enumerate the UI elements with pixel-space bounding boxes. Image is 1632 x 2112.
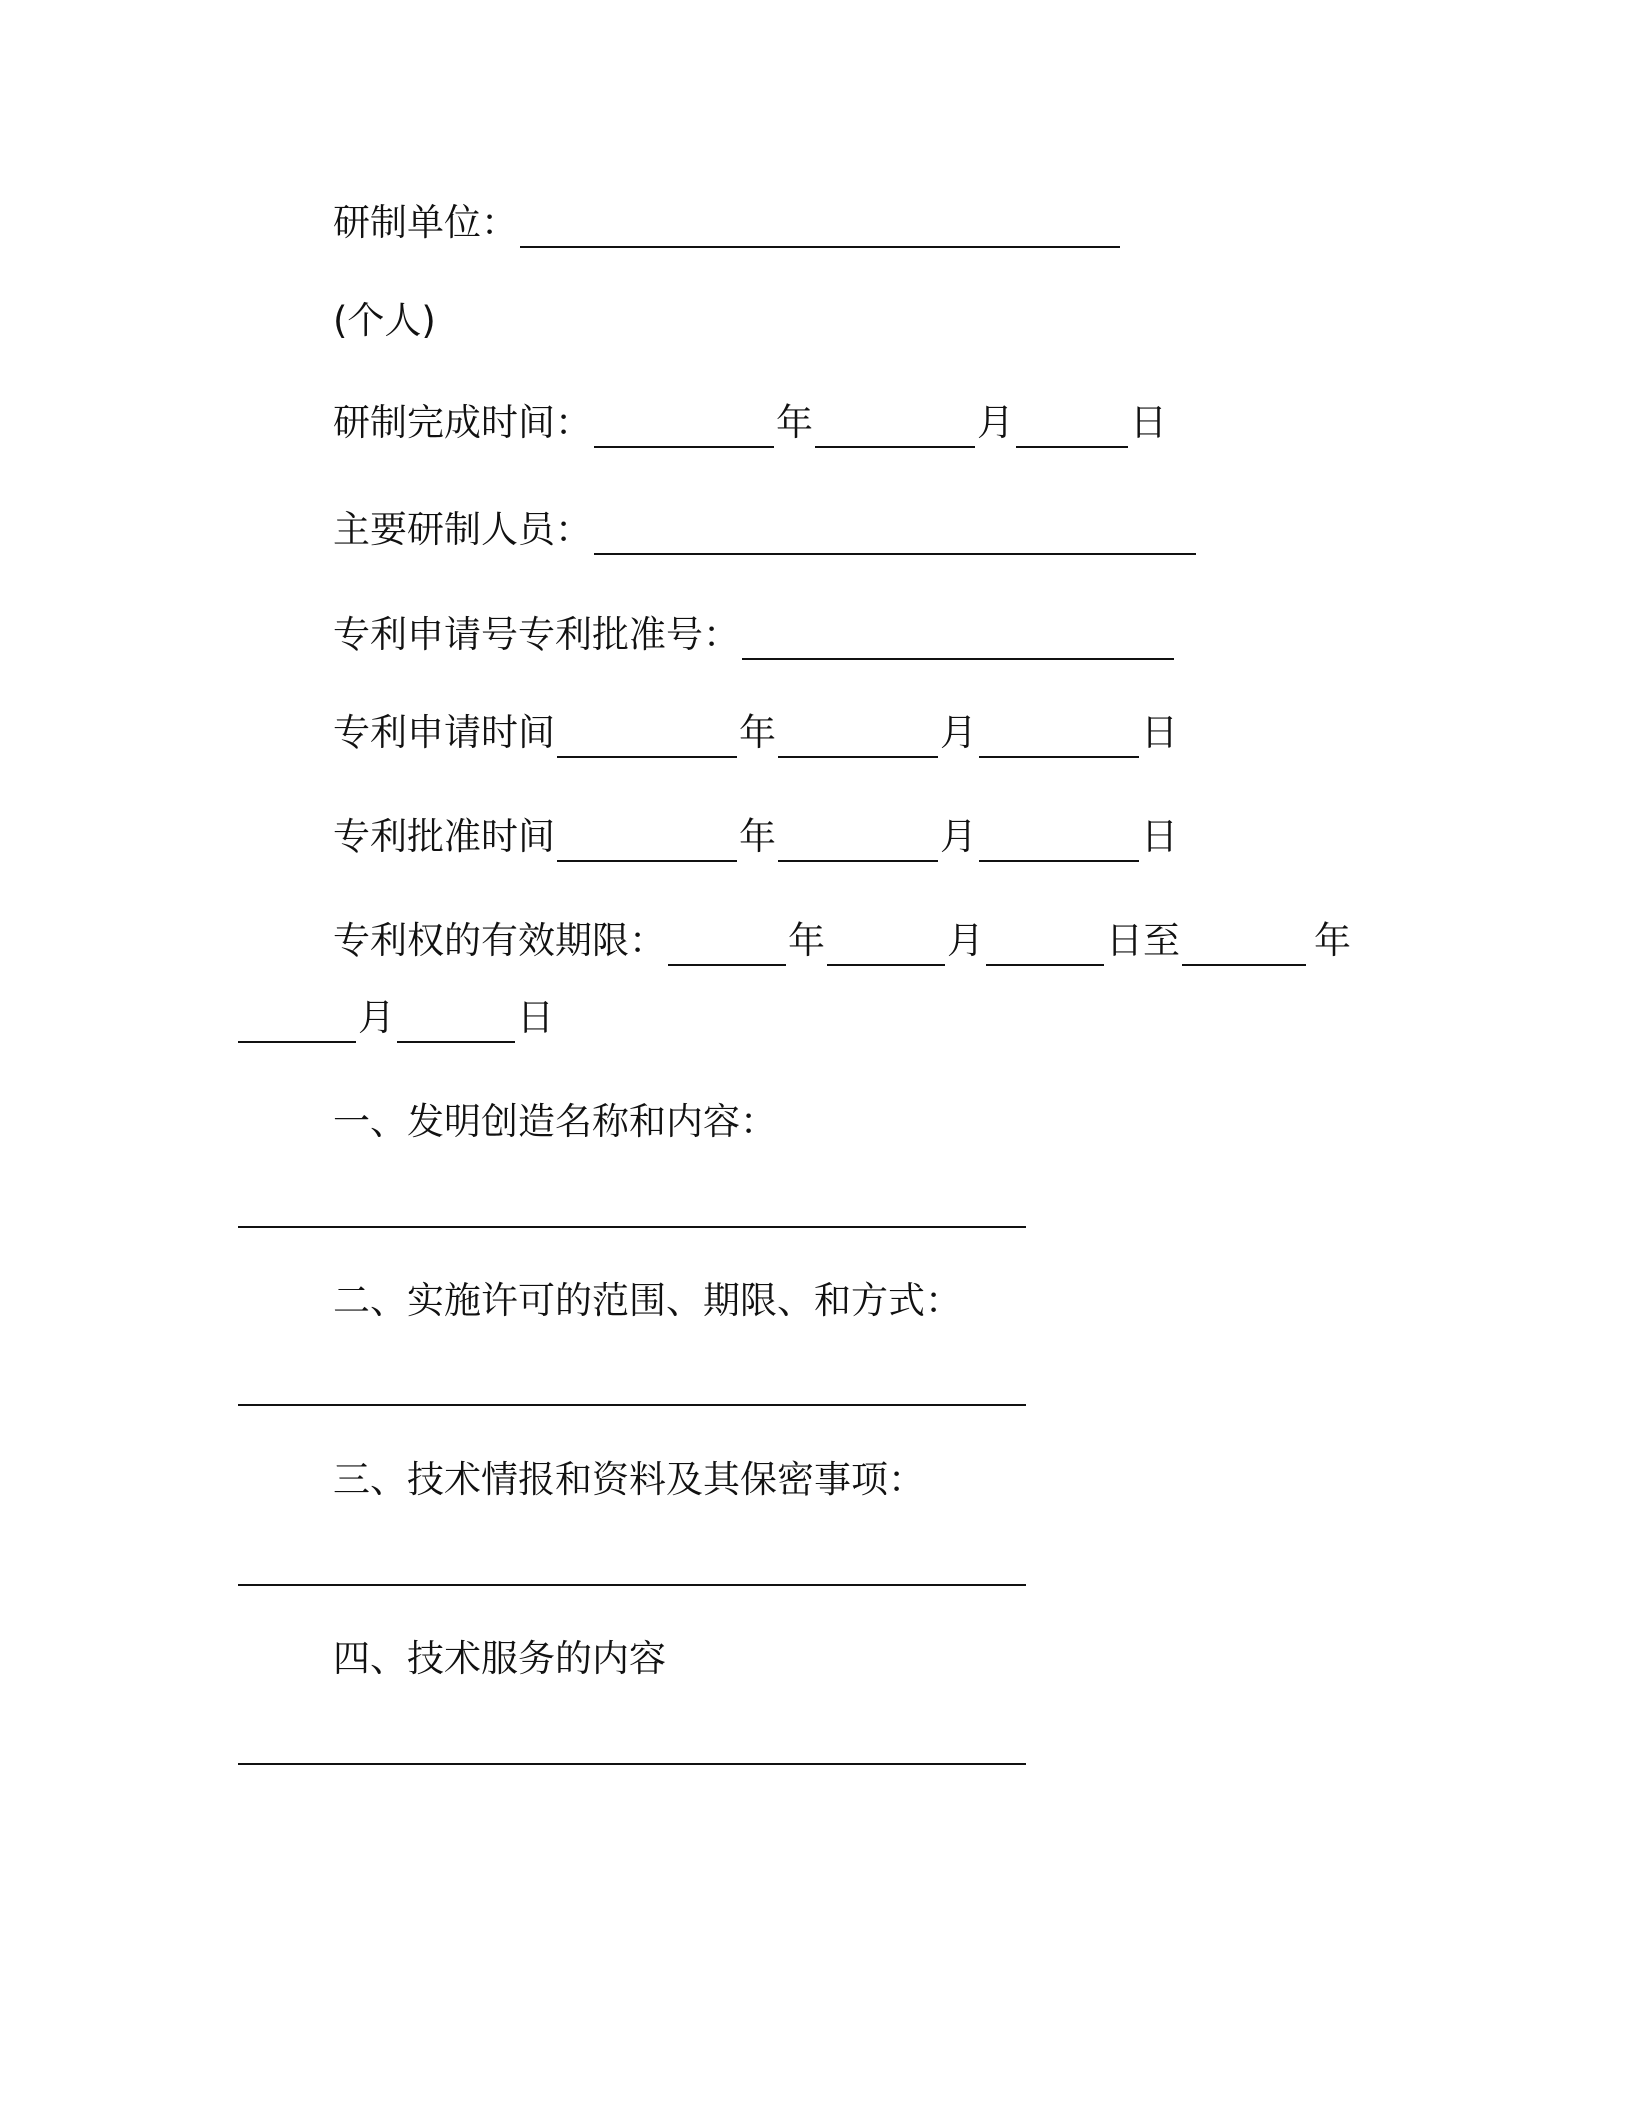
section-3-title: 三、技术情报和资料及其保密事项：	[333, 1458, 925, 1501]
approval-year-blank[interactable]	[557, 820, 737, 862]
section-4-blank[interactable]	[238, 1723, 1026, 1765]
section-1-blank[interactable]	[238, 1186, 1026, 1228]
completion-year-blank[interactable]	[594, 406, 774, 448]
individual-row	[333, 296, 436, 346]
completion-month-unit: 月	[977, 401, 1014, 444]
validity-end-month-unit: 月	[358, 996, 395, 1039]
approval-year-unit: 年	[739, 815, 776, 858]
validity-period-row-2	[238, 993, 554, 1043]
application-month-blank[interactable]	[778, 716, 938, 758]
validity-end-day-blank[interactable]	[397, 1001, 515, 1043]
approval-day-unit: 日	[1141, 815, 1178, 858]
section-2-title: 二、实施许可的范围、期限、和方式：	[333, 1279, 962, 1322]
completion-day-blank[interactable]	[1016, 406, 1128, 448]
validity-end-month-blank[interactable]	[238, 1001, 356, 1043]
application-day-unit: 日	[1141, 711, 1178, 754]
validity-end-day-unit: 日	[517, 996, 554, 1039]
research-unit-row	[333, 198, 1122, 248]
section-3-blank[interactable]	[238, 1544, 1026, 1586]
section-4-title: 四、技术服务的内容	[333, 1637, 666, 1680]
section-2-blank[interactable]	[238, 1364, 1026, 1406]
validity-period-row	[333, 916, 1351, 966]
approval-month-blank[interactable]	[778, 820, 938, 862]
application-month-unit: 月	[940, 711, 977, 754]
section-3-heading	[333, 1455, 925, 1505]
section-1-title: 一、发明创造名称和内容：	[333, 1100, 777, 1143]
approval-month-unit: 月	[940, 815, 977, 858]
application-time-label: 专利申请时间	[333, 711, 555, 754]
individual-label: (个人)	[333, 299, 436, 342]
section-3-fill-row	[238, 1536, 1028, 1586]
approval-time-label: 专利批准时间	[333, 815, 555, 858]
validity-day-blank[interactable]	[986, 924, 1104, 966]
approval-time-row	[333, 812, 1178, 862]
approval-day-blank[interactable]	[979, 820, 1139, 862]
section-2-heading	[333, 1276, 962, 1326]
research-unit-label: 研制单位：	[333, 201, 518, 244]
section-2-fill-row	[238, 1356, 1028, 1406]
application-year-unit: 年	[739, 711, 776, 754]
completion-time-label: 研制完成时间：	[333, 401, 592, 444]
completion-month-blank[interactable]	[815, 406, 975, 448]
main-researchers-row	[333, 505, 1198, 555]
section-4-fill-row	[238, 1715, 1028, 1765]
patent-numbers-blank[interactable]	[742, 618, 1174, 660]
validity-month-blank[interactable]	[827, 924, 945, 966]
validity-end-year-blank[interactable]	[1182, 924, 1306, 966]
patent-numbers-row	[333, 610, 1176, 660]
validity-end-year-unit: 年	[1314, 919, 1351, 962]
validity-month-unit: 月	[947, 919, 984, 962]
completion-time-row	[333, 398, 1167, 448]
application-year-blank[interactable]	[557, 716, 737, 758]
validity-period-label: 专利权的有效期限：	[333, 919, 666, 962]
validity-day-to-unit: 日至	[1106, 919, 1180, 962]
main-researchers-blank[interactable]	[594, 513, 1196, 555]
application-day-blank[interactable]	[979, 716, 1139, 758]
research-unit-blank[interactable]	[520, 206, 1120, 248]
validity-year-unit: 年	[788, 919, 825, 962]
application-time-row	[333, 708, 1178, 758]
patent-numbers-label: 专利申请号专利批准号：	[333, 613, 740, 656]
validity-year-blank[interactable]	[668, 924, 786, 966]
section-1-heading	[333, 1097, 777, 1147]
completion-year-unit: 年	[776, 401, 813, 444]
section-1-fill-row	[238, 1178, 1028, 1228]
section-4-heading	[333, 1634, 666, 1684]
completion-day-unit: 日	[1130, 401, 1167, 444]
main-researchers-label: 主要研制人员：	[333, 508, 592, 551]
